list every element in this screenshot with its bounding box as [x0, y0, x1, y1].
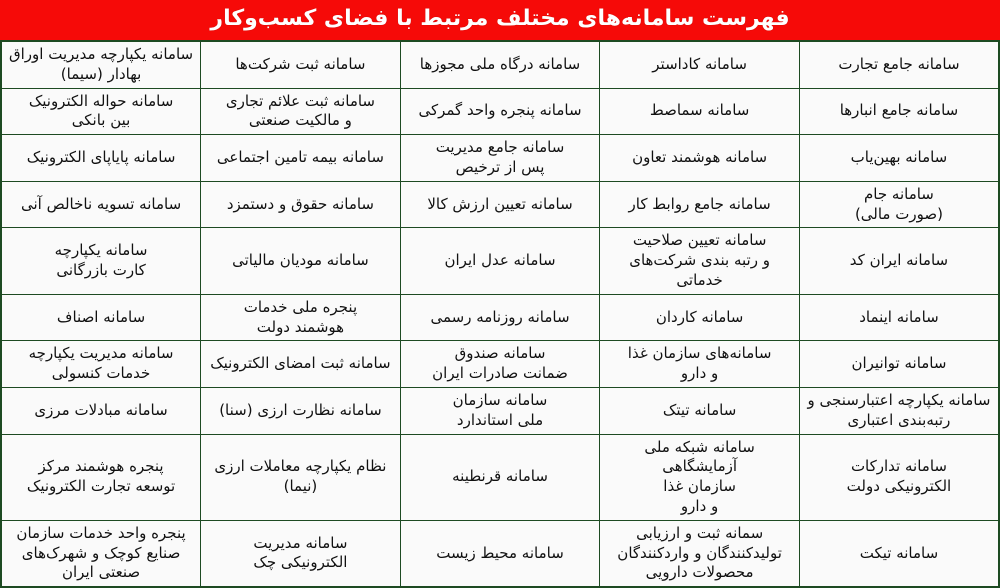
table-cell	[400, 341, 600, 388]
table-cell	[600, 135, 800, 182]
table-cell	[600, 88, 800, 135]
cell-label: سامانه حواله الکترونیک بین بانکی	[28, 91, 174, 130]
cell-label: سامانه ایران کد	[849, 251, 949, 270]
cell-label: سامانه روزنامه رسمی	[430, 307, 570, 326]
table-cell	[1, 294, 201, 341]
cell-label: سامانه بیمه تامین اجتماعی	[216, 148, 384, 167]
header-banner	[0, 0, 1000, 40]
table-row	[1, 41, 999, 88]
table-cell	[799, 41, 999, 88]
cell-label: سامانه مدیریت الکترونیکی چک	[253, 533, 348, 572]
cell-label: پنجره واحد خدمات سازمان صنایع کوچک و شهرک‌های صنعتی ایران	[16, 523, 186, 582]
table-cell	[400, 181, 600, 228]
cell-label: سامانه صندوق ضمانت صادرات ایران	[432, 344, 568, 383]
systems-table-container	[0, 40, 1000, 588]
table-cell	[201, 294, 401, 341]
cell-label: سامانه اینماد	[859, 307, 939, 326]
cell-label: سامانه کاداستر	[652, 54, 747, 73]
table-cell	[201, 520, 401, 587]
table-cell	[400, 520, 600, 587]
table-cell	[1, 181, 201, 228]
table-cell	[799, 520, 999, 587]
table-cell	[799, 228, 999, 294]
cell-label: سامانه جامع تجارت	[838, 54, 960, 73]
table-cell	[600, 228, 800, 294]
table-cell	[201, 341, 401, 388]
cell-label: سامانه هوشمند تعاون	[632, 148, 768, 167]
table-row	[1, 294, 999, 341]
table-cell	[400, 294, 600, 341]
cell-label: سامانه مبادلات مرزی	[34, 400, 168, 419]
table-row	[1, 387, 999, 434]
cell-label: سامانه یکپارچه کارت بازرگانی	[54, 241, 148, 280]
table-cell	[799, 434, 999, 520]
table-cell	[1, 88, 201, 135]
table-cell	[1, 387, 201, 434]
page-title: فهرست سامانه‌های مختلف مرتبط با فضای کسب‌وکار	[210, 6, 790, 31]
cell-label: سامانه سازمان ملی استاندارد	[452, 390, 548, 429]
cell-label: سامانه تعیین ارزش کالا	[427, 194, 573, 213]
table-cell	[799, 181, 999, 228]
cell-label: سامانه تدارکات الکترونیکی دولت	[846, 457, 952, 496]
cell-label: سامانه ثبت شرکت‌ها	[235, 54, 366, 73]
table-cell	[1, 41, 201, 88]
cell-label: سامانه‌های سازمان غذا و دارو	[627, 344, 772, 383]
table-cell	[799, 135, 999, 182]
cell-label: سامانه جامع روابط کار	[628, 194, 771, 213]
table-cell	[799, 294, 999, 341]
table-cell	[1, 434, 201, 520]
systems-table-body	[1, 41, 999, 587]
cell-label: پنجره هوشمند مرکز توسعه تجارت الکترونیک	[26, 457, 176, 496]
table-cell	[799, 387, 999, 434]
table-cell	[600, 387, 800, 434]
cell-label: سامانه توانیران	[851, 354, 947, 373]
cell-label: پنجره ملی خدمات هوشمند دولت	[243, 297, 358, 336]
table-cell	[600, 520, 800, 587]
table-cell	[400, 228, 600, 294]
table-cell	[400, 135, 600, 182]
table-cell	[1, 520, 201, 587]
table-cell	[600, 294, 800, 341]
cell-label: سامانه نظارت ارزی (سنا)	[219, 400, 382, 419]
table-cell	[201, 135, 401, 182]
table-row	[1, 88, 999, 135]
table-cell	[1, 341, 201, 388]
cell-label: سامانه تسویه ناخالص آنی	[20, 194, 182, 213]
cell-label: سامانه حقوق و دستمزد	[226, 194, 374, 213]
table-row	[1, 520, 999, 587]
cell-label: نظام یکپارچه معاملات ارزی (نیما)	[214, 457, 387, 496]
cell-label: سامانه شبکه ملی آزمایشگاهی سازمان غذا و دارو	[644, 437, 755, 515]
cell-label: سامانه قرنطینه	[452, 467, 548, 486]
table-cell	[400, 387, 600, 434]
cell-label: سامانه کاردان	[655, 307, 744, 326]
cell-label: سامانه یکپارچه مدیریت اوراق بهادار (سیما)	[9, 45, 194, 83]
cell-label: سامانه جامع انبارها	[839, 101, 959, 120]
table-cell	[600, 41, 800, 88]
cell-label: سامانه بهین‌یاب	[850, 148, 948, 167]
table-cell	[201, 228, 401, 294]
table-cell	[201, 434, 401, 520]
table-cell	[1, 135, 201, 182]
cell-label: سامانه تیتک	[662, 400, 737, 419]
table-row	[1, 341, 999, 388]
cell-label: سامانه ثبت علائم تجاری و مالکیت صنعتی	[225, 91, 375, 130]
table-cell	[201, 387, 401, 434]
cell-label: سامانه اصناف	[56, 307, 146, 326]
systems-table	[0, 40, 1000, 588]
table-cell	[400, 88, 600, 135]
cell-label: سامانه پایاپای الکترونیک	[26, 148, 176, 167]
cell-label: سامانه مودیان مالیاتی	[232, 251, 369, 270]
table-cell	[600, 341, 800, 388]
table-cell	[201, 88, 401, 135]
cell-label: سامانه مدیریت یکپارچه خدمات کنسولی	[28, 344, 174, 383]
table-cell	[799, 341, 999, 388]
table-cell	[400, 434, 600, 520]
cell-label: سمانه ثبت و ارزیابی تولیدکنندگان و واردکنندگان محصولات دارویی	[617, 523, 782, 582]
table-cell	[400, 41, 600, 88]
table-cell	[799, 88, 999, 135]
table-cell	[201, 181, 401, 228]
table-row	[1, 135, 999, 182]
cell-label: سامانه محیط زیست	[436, 543, 564, 562]
cell-label: سامانه تعیین صلاحیت و رتبه بندی شرکت‌های خدماتی	[629, 231, 770, 289]
cell-label: سامانه یکپارچه اعتبارسنجی و رتبه‌بندی اعتباری	[807, 390, 991, 429]
cell-label: سامانه عدل ایران	[444, 251, 556, 270]
table-row	[1, 228, 999, 294]
cell-label: سامانه درگاه ملی مجوزها	[419, 54, 581, 73]
cell-label: سامانه جام (صورت مالی)	[854, 184, 943, 223]
cell-label: سامانه جامع مدیریت پس از ترخیص	[435, 138, 565, 176]
cell-label: سامانه تیکت	[859, 543, 939, 562]
cell-label: سامانه ثبت امضای الکترونیک	[210, 354, 391, 373]
cell-label: سامانه پنجره واحد گمرکی	[418, 101, 582, 120]
table-row	[1, 434, 999, 520]
table-cell	[1, 228, 201, 294]
table-cell	[201, 41, 401, 88]
cell-label: سامانه سماصط	[649, 101, 750, 120]
table-cell	[600, 181, 800, 228]
table-row	[1, 181, 999, 228]
table-cell	[600, 434, 800, 520]
